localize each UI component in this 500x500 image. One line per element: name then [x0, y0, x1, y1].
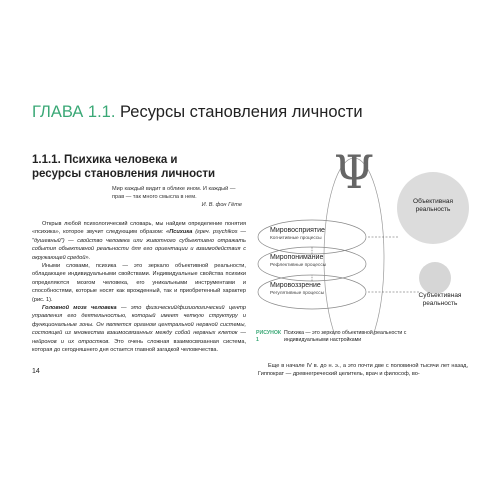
paragraph-3: [32, 304, 246, 354]
p1-b: «Психика: [166, 229, 193, 236]
level-3-title: Мировоззрение: [270, 282, 321, 289]
chapter-number: ГЛАВА 1.1.: [32, 103, 116, 121]
p3-c: Это очень сложная взаимосвязанная система, которая до сегодняшнего дня остается главной загадкой человечества.: [32, 338, 246, 354]
right-paragraph: Еще в начале IV в. до н. э., а это почти две с половиной тысячи лет назад, Гиппократ — древнегреческий целитель, врач и философ, во-: [258, 363, 468, 378]
paragraph-1: [32, 220, 246, 262]
subjective-reality-circle: [419, 262, 451, 294]
figure-caption: [256, 330, 456, 344]
p1-c: (греч. psychikos — "душевный") — свойство человека или животного субъективно отражать события объективной реальности для его ориентации и взаимодействия с окружающей средой».: [32, 229, 247, 261]
right-column-text: [258, 362, 468, 379]
objective-reality-label: Объективная реальность: [413, 198, 453, 213]
chapter-title: [32, 103, 363, 122]
level-2-title: Миропонимание: [270, 254, 324, 261]
epigraph-text: Мир каждый видит в облике ином. И каждый — прав — так много смысла в нем.: [112, 186, 236, 200]
epigraph-author: И. В. фон Гёте: [201, 202, 242, 208]
p3-a: Головной мозг человека: [42, 305, 117, 312]
psi-symbol: Ψ: [333, 145, 375, 199]
level-2-subtitle: Рефлективные процессы: [270, 263, 327, 268]
subjective-reality-label: Субъективная реальность: [418, 292, 462, 307]
p3-b: — это физический/физиологический центр управления его деятельностью, который имеет четкую структуру и функциональные зоны. Он является органом центральной нервной системы, состоящей из множества взаимосвязанных между собой нервных клеток — нейронов и их отростков.: [32, 305, 246, 345]
body-text: [32, 220, 246, 355]
psyche-diagram: [250, 140, 470, 335]
paragraph-2: Иными словами, психика — это зеркало объективной реальности, обладающее индивидуальными свойствами. Индивидуальные свойства психики определяются мозгом человека, его уникальными инструментами и способностями, которые носят как врожденный, так и приобретенный характер (рис. 1).: [32, 263, 246, 303]
p1-a: Открыв любой психологический словарь, мы найдем определение понятия «психика», которое звучит следующим образом:: [32, 221, 246, 236]
chapter-name: Ресурсы становления личности: [120, 103, 363, 121]
level-1-subtitle: Когнитивные процессы: [270, 236, 322, 241]
level-1-title: Мировосприятие: [270, 227, 325, 234]
caption-text: Психика — это зеркало объективной реальности с индивидуальными настройками: [284, 330, 407, 343]
level-3-subtitle: Регулятивные процессы: [270, 291, 325, 296]
section-title: 1.1.1. Психика человека и ресурсы становления личности: [32, 154, 216, 180]
epigraph: [112, 185, 242, 209]
caption-number: РИСУНОК 1: [256, 330, 282, 343]
page-number: 14: [32, 368, 40, 375]
